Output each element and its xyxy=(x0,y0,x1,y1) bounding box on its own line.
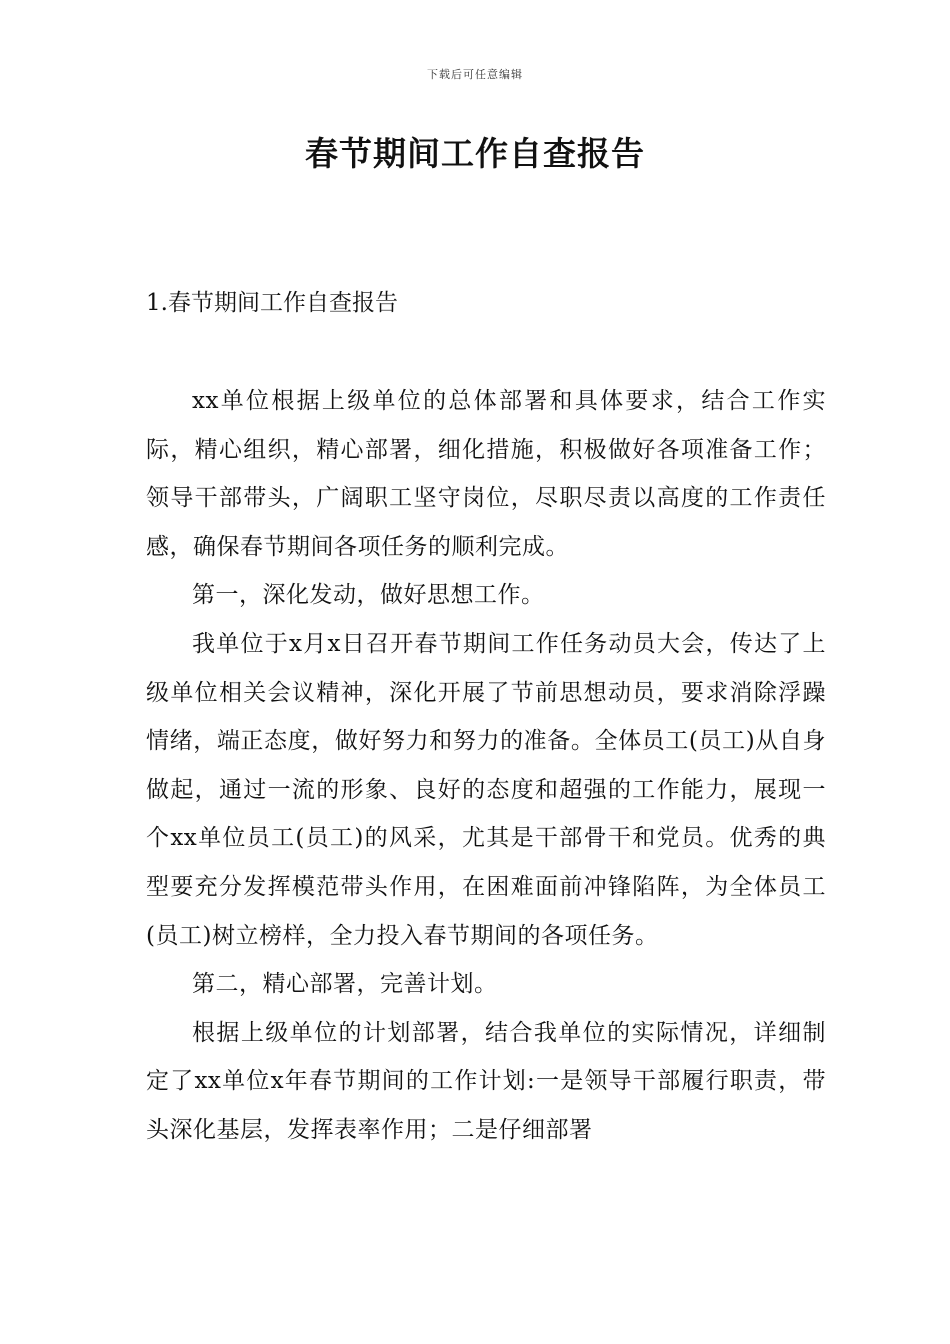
paragraph-point-two-body: 根据上级单位的计划部署，结合我单位的实际情况，详细制定了xx单位x年春节期间的工作计划:一是领导干部履行职责，带头深化基层，发挥表率作用；二是仔细部署 xyxy=(146,1019,826,1143)
paragraph-point-two-heading: 第二，精心部署，完善计划。 xyxy=(192,971,498,998)
document-title: 春节期间工作自查报告 xyxy=(305,134,645,173)
document-body xyxy=(146,377,826,1155)
paragraph-point-one-body: 我单位于x月x日召开春节期间工作任务动员大会，传达了上级单位相关会议精神，深化开展了节前思想动员，要求消除浮躁情绪，端正态度，做好努力和努力的准备。全体员工(员工)从自身做起，通过一流的形象、良好的态度和超强的工作能力，展现一个xx单位员工(员工)的风采，尤其是干部骨干和党员。优秀的典型要充分发挥模范带头作用，在困难面前冲锋陷阵，为全体员工(员工)树立榜样，全力投入春节期间的各项任务。 xyxy=(146,630,826,949)
page-header-note: 下载后可任意编辑 xyxy=(427,68,523,81)
section-heading: 1.春节期间工作自查报告 xyxy=(146,290,398,316)
paragraph-intro: xx单位根据上级单位的总体部署和具体要求，结合工作实际，精心组织，精心部署，细化措施，积极做好各项准备工作；领导干部带头，广阔职工坚守岗位，尽职尽责以高度的工作责任感，确保春节期间各项任务的顺利完成。 xyxy=(146,388,826,560)
paragraph-point-one-heading: 第一，深化发动，做好思想工作。 xyxy=(192,582,545,609)
